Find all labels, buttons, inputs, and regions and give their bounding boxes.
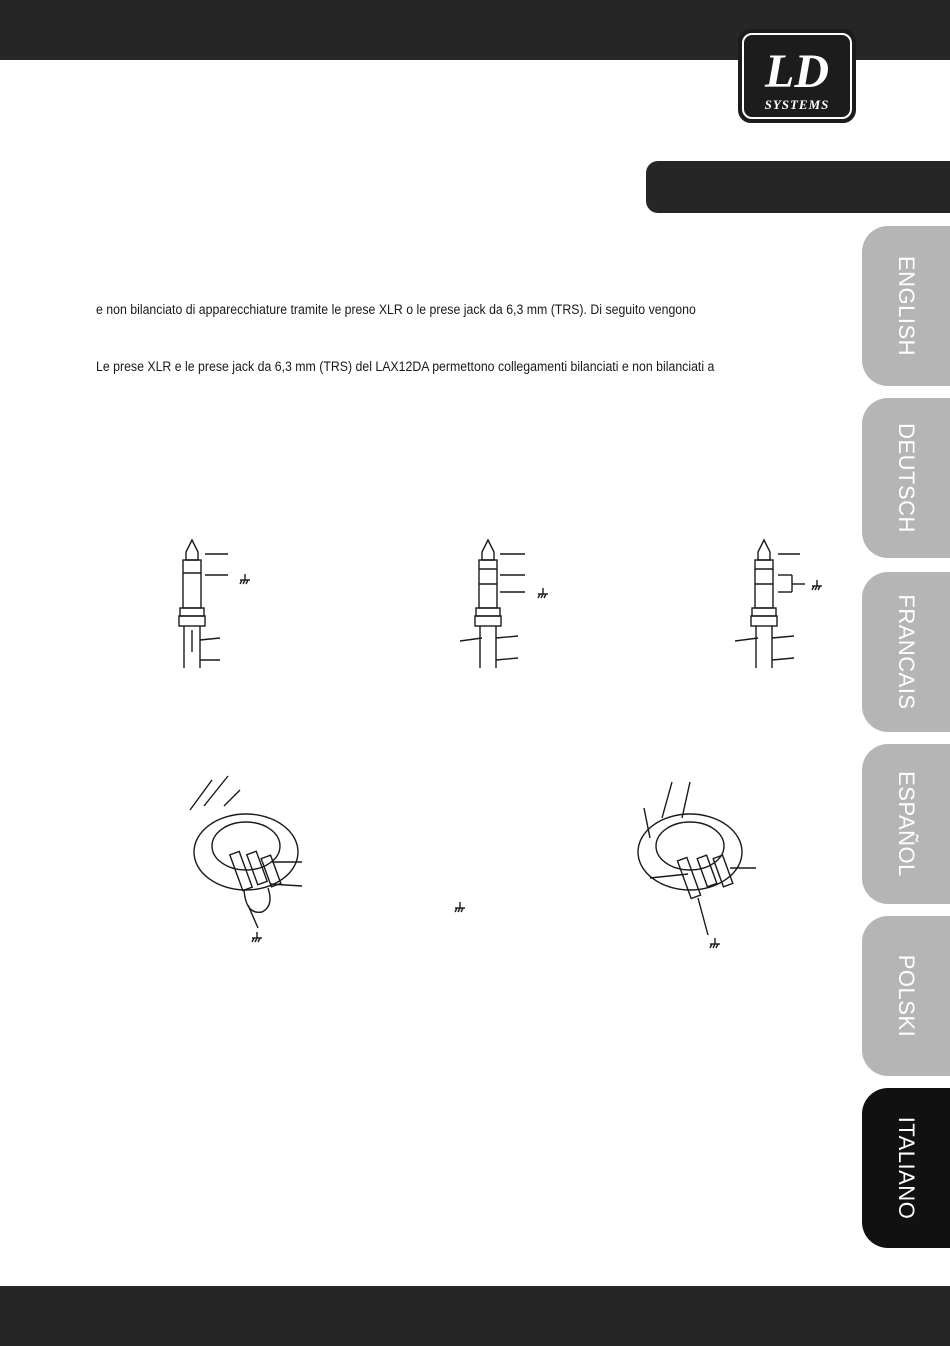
tab-polski-label: POLSKI bbox=[894, 954, 919, 1038]
tab-english-label: ENGLISH bbox=[894, 255, 919, 357]
ground-symbol-icon bbox=[538, 588, 548, 598]
xlr-connector-left bbox=[190, 776, 302, 928]
ground-symbol-icon bbox=[252, 932, 262, 942]
logo-main-text: LD bbox=[765, 45, 829, 98]
ground-symbol-icon bbox=[812, 580, 822, 590]
tab-espanol-label: ESPAÑOL bbox=[894, 771, 919, 877]
logo-sub-text: SYSTEMS bbox=[764, 97, 830, 112]
mono-jack-plug bbox=[179, 540, 228, 668]
ground-symbol-icon bbox=[240, 574, 250, 584]
xlr-connector-right bbox=[638, 782, 756, 935]
footer-bar bbox=[0, 1286, 950, 1346]
tab-italiano-label: ITALIANO bbox=[894, 1116, 919, 1220]
stereo-jack-plug-unbalanced bbox=[735, 540, 805, 668]
body-paragraph-2: Le prese XLR e le prese jack da 6,3 mm (TRS) del LAX12DA permettono collegamenti bilanciati e non bilanciati a bbox=[96, 359, 715, 374]
stereo-jack-plug bbox=[460, 540, 525, 668]
ground-symbol-icon bbox=[455, 902, 465, 912]
tab-francais-label: FRANCAIS bbox=[894, 594, 919, 710]
body-paragraph-1: e non bilanciato di apparecchiature tramite le prese XLR o le prese jack da 6,3 mm (TRS). Di seguito vengono bbox=[96, 302, 696, 317]
tab-deutsch-label: DEUTSCH bbox=[894, 423, 919, 533]
ground-symbol-icon bbox=[710, 938, 720, 948]
